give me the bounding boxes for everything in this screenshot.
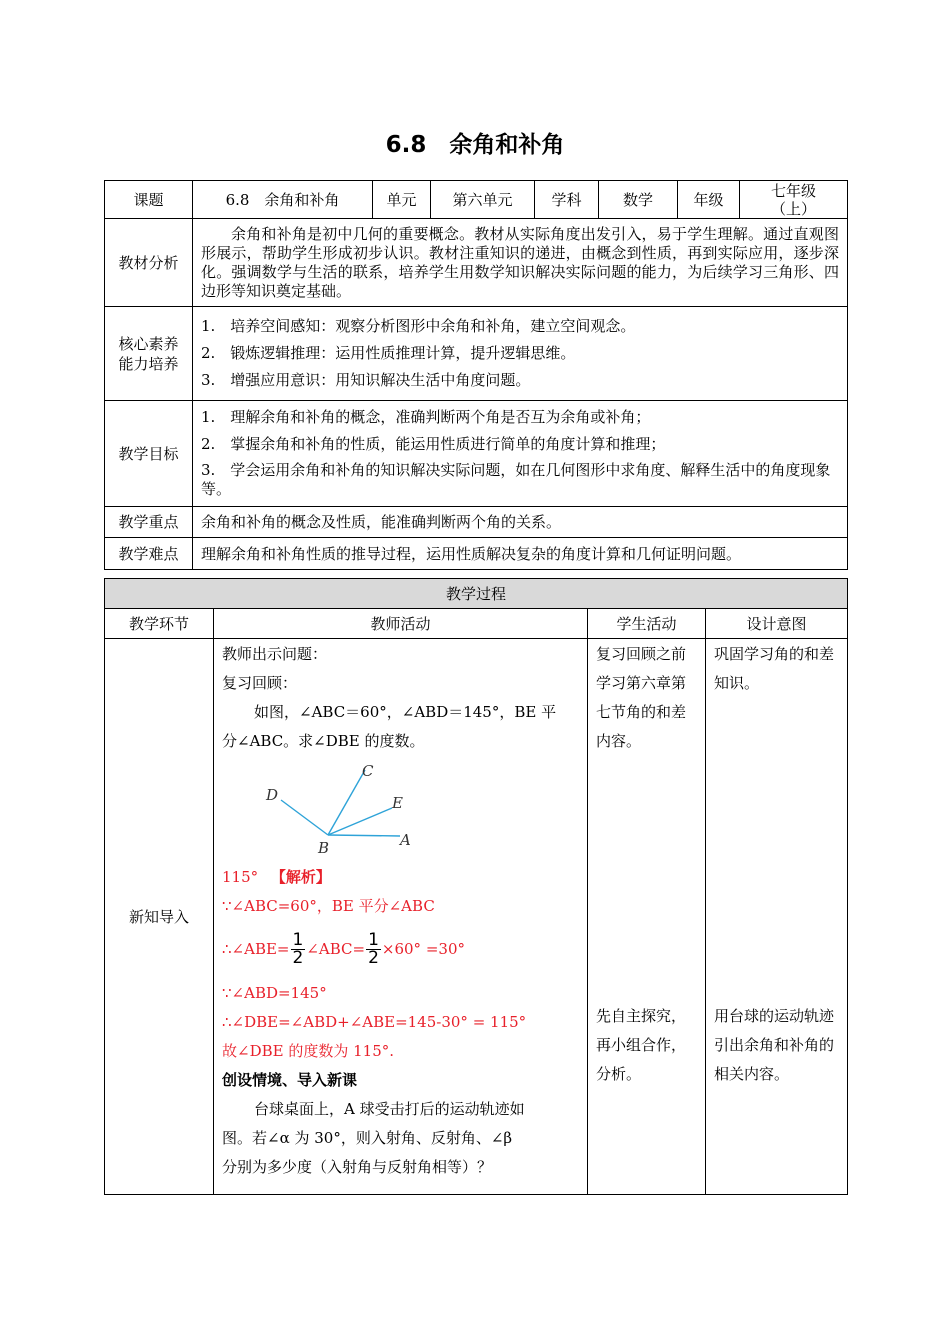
analysis-tag: 【解析】 xyxy=(270,868,331,886)
step-4: ∴∠DBE=∠ABD+∠ABE=145-30° = 115° xyxy=(222,1013,527,1031)
goal-item: 2. 掌握余角和补角的性质，能运用性质进行简单的角度计算和推理； xyxy=(201,435,666,453)
difficulty-text: 理解余角和补角性质的推导过程，运用性质解决复杂的角度计算和几何证明问题。 xyxy=(193,538,848,570)
teacher-intro: 教师出示问题： xyxy=(222,645,328,663)
step-5: 故∠DBE 的度数为 115°. xyxy=(222,1042,395,1060)
core-item: 1. 培养空间感知：观察分析图形中余角和补角，建立空间观念。 xyxy=(201,317,636,335)
step-1: ∵∠ABC=60°，BE 平分∠ABC xyxy=(222,897,435,915)
answer-value: 115° xyxy=(222,868,259,886)
ray-BE xyxy=(328,808,392,835)
col-student: 学生活动 xyxy=(588,609,706,639)
col-teacher: 教师活动 xyxy=(214,609,588,639)
fraction-numerator: 1 xyxy=(292,929,304,950)
goal-item: 3. 学会运用余角和补角的知识解决实际问题，如在几何图形中求角度、解释生活中的角度现象等。 xyxy=(201,461,831,498)
step-3: ∵∠ABD=145° xyxy=(222,984,327,1002)
analysis-label: 教材分析 xyxy=(105,219,193,307)
step-2-post: ×60° =30° xyxy=(381,940,465,958)
difficulty-label: 教学难点 xyxy=(105,538,193,570)
scene-title: 创设情境、导入新课 xyxy=(222,1071,358,1089)
goal-item: 1. 理解余角和补角的概念，准确判断两个角是否互为余角或补角； xyxy=(201,408,651,426)
ray-BA xyxy=(328,835,400,836)
problem-line-1: 如图，∠ABC＝60°，∠ABD＝145°，BE 平 xyxy=(254,703,557,721)
page-title: 6.8 余角和补角 xyxy=(385,132,565,158)
subject-label: 学科 xyxy=(535,181,599,219)
fraction-numerator: 1 xyxy=(368,929,379,950)
fraction-half xyxy=(366,929,381,968)
unit-value: 第六单元 xyxy=(431,181,535,219)
design-intent xyxy=(706,639,848,1195)
step-2-pre: ∴∠ABE= xyxy=(222,940,290,958)
fraction-denominator: 2 xyxy=(368,947,379,968)
label-B: B xyxy=(318,839,330,854)
core-item: 2. 锻炼逻辑推理：运用性质推理计算，提升逻辑思维。 xyxy=(201,344,576,362)
subject-value: 数学 xyxy=(599,181,678,219)
student-activity xyxy=(588,639,706,1195)
process-table xyxy=(104,578,848,1195)
grade-value: 七年级（上） xyxy=(740,181,848,219)
label-C: C xyxy=(362,762,374,780)
ray-BC xyxy=(328,770,365,835)
goals-list xyxy=(193,401,848,507)
answer-line xyxy=(222,863,579,892)
step-2-mid: ∠ABC= xyxy=(306,940,366,958)
analysis-text: 余角和补角是初中几何的重要概念。教材从实际角度出发引入，易于学生理解。通过直观图形展示，帮助学生形成初步认识。教材注重知识的递进，由概念到性质，再到实际应用，逐步深化。强调数学与生活的联系，培养学生用数学知识解决实际问题的能力，为后续学习三角形、四边形等知识奠定基础。 xyxy=(193,219,848,307)
design-review: 巩固学习角的和差知识。 xyxy=(714,645,835,692)
scene-line-2: 图。若∠α 为 30°，则入射角、反射角、∠β xyxy=(222,1129,513,1147)
ray-BD xyxy=(281,800,328,835)
topic-value: 6.8 余角和补角 xyxy=(193,181,373,219)
fraction-half xyxy=(291,929,306,968)
teacher-activity xyxy=(214,639,588,1195)
fraction-denominator: 2 xyxy=(292,947,304,968)
core-label: 核心素养能力培养 xyxy=(105,307,193,401)
scene-line-3: 分别为多少度（入射角与反射角相等）？ xyxy=(222,1158,493,1176)
angle-diagram xyxy=(250,762,410,854)
teacher-review: 复习回顾： xyxy=(222,674,298,692)
student-review: 复习回顾之前学习第六章第七节角的和差内容。 xyxy=(596,645,687,750)
scene-line-1: 台球桌面上，A 球受击打后的运动轨迹如 xyxy=(254,1100,525,1118)
grade-label: 年级 xyxy=(678,181,740,219)
topic-label: 课题 xyxy=(105,181,193,219)
stage-label: 新知导入 xyxy=(105,639,214,1195)
step-2 xyxy=(222,921,579,977)
lesson-info-table xyxy=(104,180,848,570)
key-text: 余角和补角的概念及性质，能准确判断两个角的关系。 xyxy=(193,507,848,538)
unit-label: 单元 xyxy=(373,181,431,219)
goals-label: 教学目标 xyxy=(105,401,193,507)
problem-line-2: 分∠ABC。求∠DBE 的度数。 xyxy=(222,732,425,750)
label-D: D xyxy=(266,786,279,804)
label-A: A xyxy=(400,831,410,849)
label-E: E xyxy=(392,794,403,812)
core-item: 3. 增强应用意识：用知识解决生活中角度问题。 xyxy=(201,371,531,389)
student-explore: 先自主探究，再小组合作，分析。 xyxy=(596,1007,687,1083)
process-header: 教学过程 xyxy=(105,579,848,609)
core-list xyxy=(193,307,848,401)
design-explore: 用台球的运动轨迹引出余角和补角的相关内容。 xyxy=(714,1007,835,1083)
col-design: 设计意图 xyxy=(706,609,848,639)
col-stage: 教学环节 xyxy=(105,609,214,639)
key-label: 教学重点 xyxy=(105,507,193,538)
